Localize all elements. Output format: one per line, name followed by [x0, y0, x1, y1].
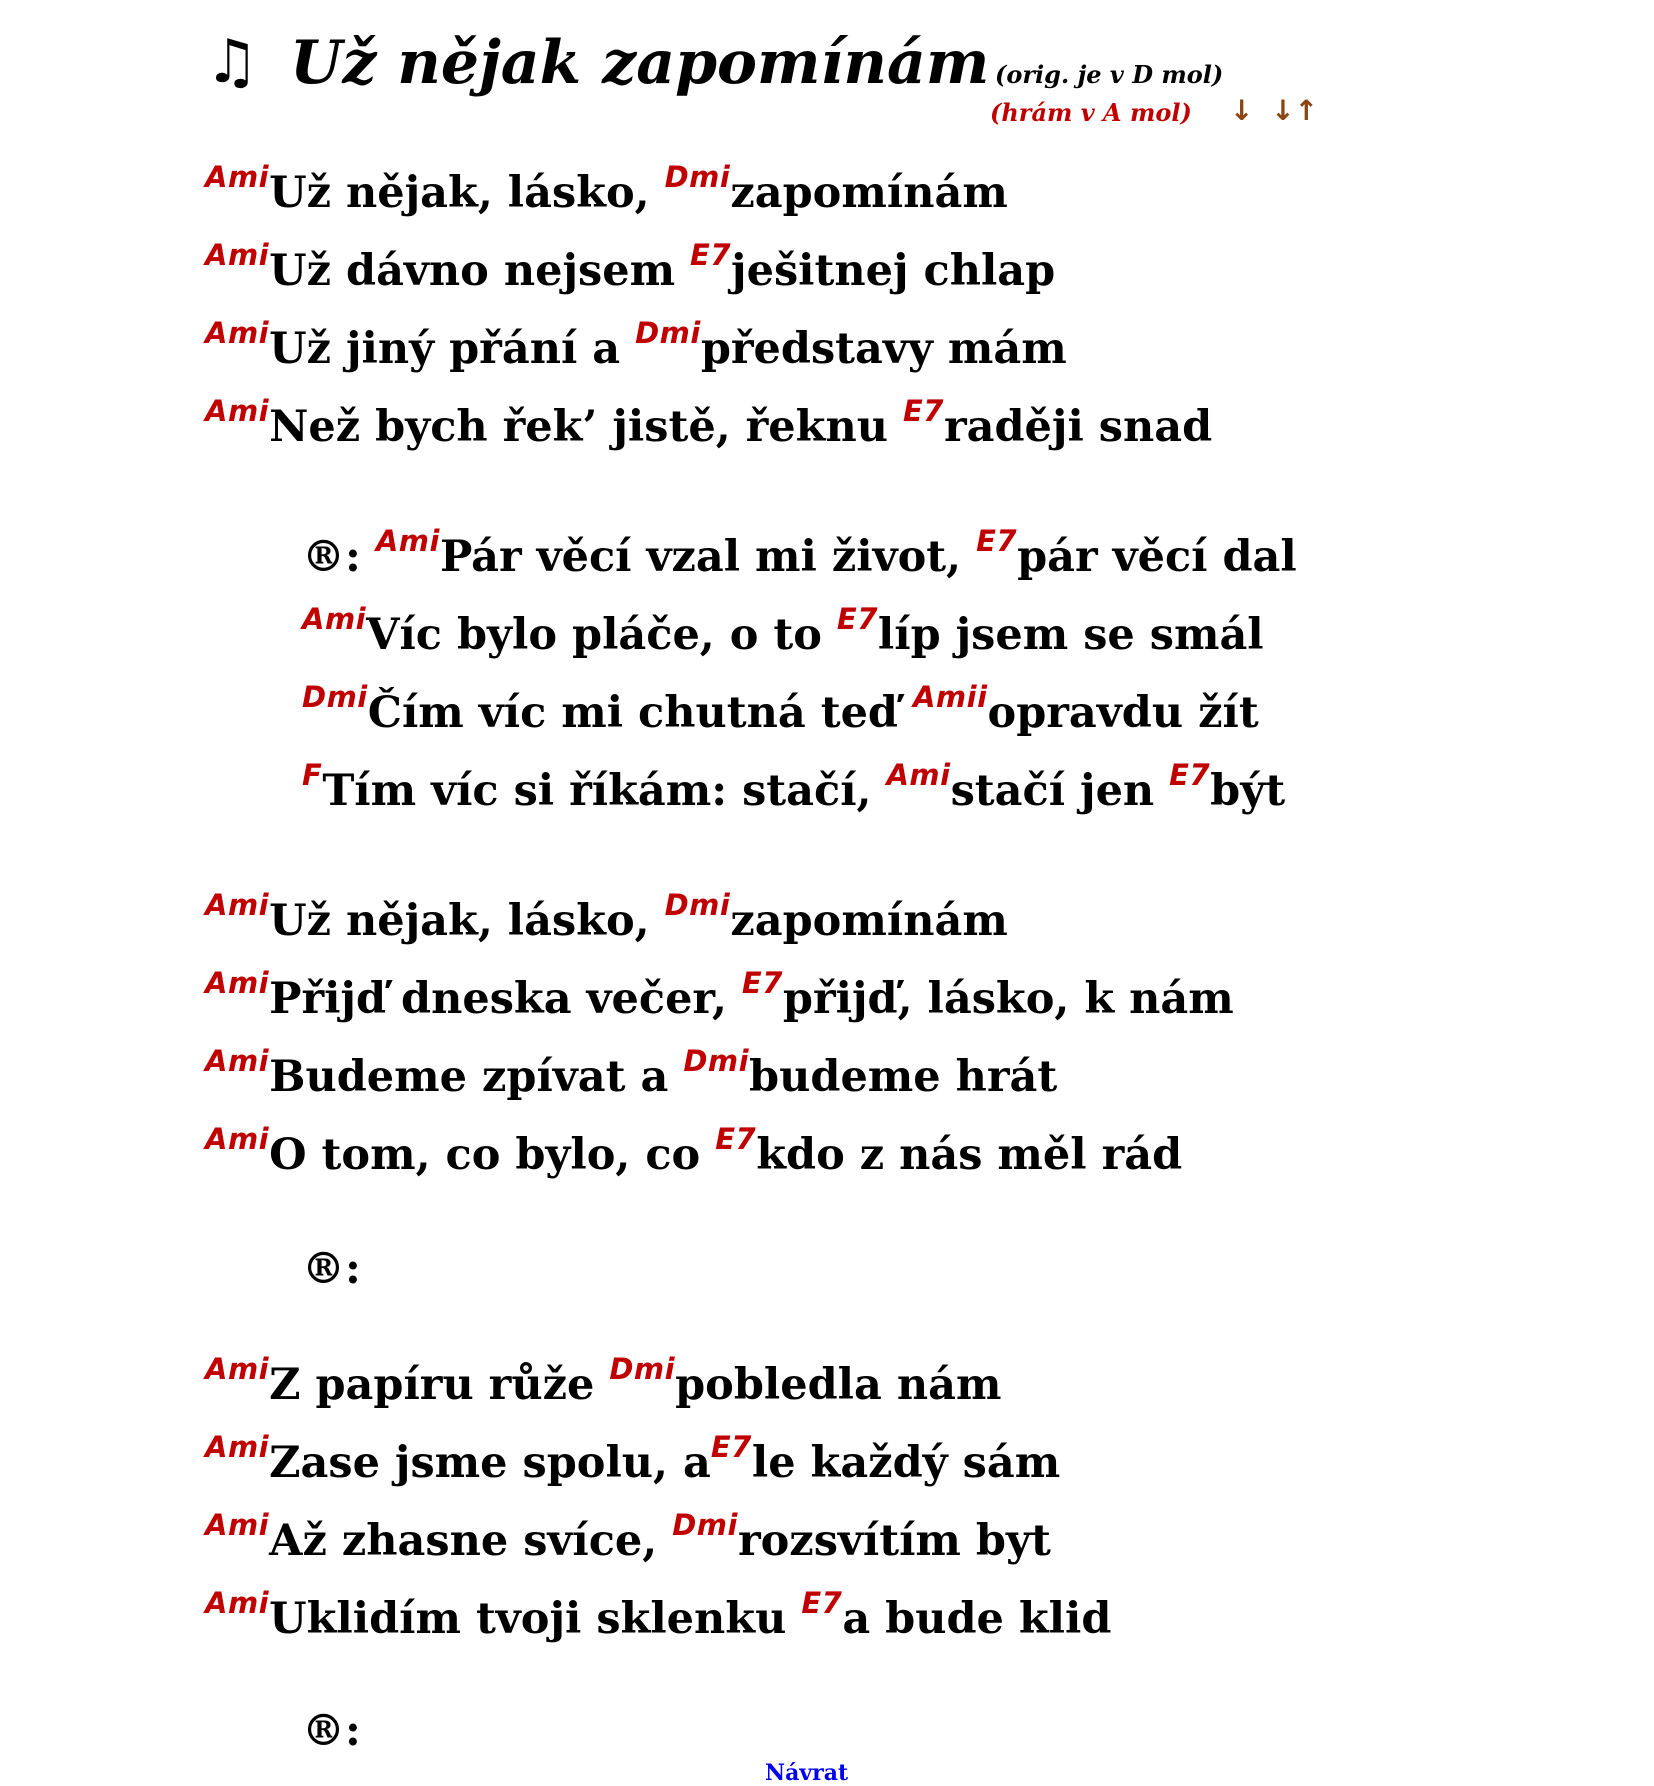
music-note-icon: ♫ [205, 27, 259, 97]
lyric: Víc bylo pláče, o to [366, 610, 837, 660]
chord: Ami [205, 394, 270, 428]
original-key: (orig. je v D mol) [995, 60, 1224, 89]
chord: Ami [205, 1352, 270, 1386]
verse1-line-1 [205, 160, 1008, 222]
chord: Ami [886, 758, 951, 792]
chord: E7 [741, 966, 783, 1000]
chorus-line-2 [302, 602, 1264, 664]
lyric: Čím víc mi chutná teď [367, 688, 913, 738]
lyric: a bude klid [842, 1594, 1112, 1644]
lyric: Přijď dneska večer, [269, 974, 742, 1024]
chord: Ami [205, 1430, 270, 1464]
chord: E7 [715, 1122, 757, 1156]
lyric: zapomínám [730, 896, 1008, 946]
lyric: stačí jen [950, 766, 1170, 816]
chord: E7 [902, 394, 944, 428]
verse2-line-1 [205, 888, 1008, 950]
chord: Amii [912, 680, 988, 714]
lyric: pobledla nám [675, 1360, 1002, 1410]
chord: Dmi [683, 1044, 750, 1078]
transpose-controls [1230, 94, 1326, 127]
chord: Dmi [302, 680, 368, 714]
refrain-marker-2 [302, 1244, 361, 1294]
chord: E7 [801, 1586, 843, 1620]
transpose-reset-icon[interactable]: ↓↑ [1271, 94, 1319, 127]
lyric: opravdu žít [987, 688, 1259, 738]
lyric: Zase jsme spolu, a [269, 1438, 711, 1488]
chorus-line-3 [302, 680, 1259, 742]
verse1-line-4 [205, 394, 1213, 456]
chord: E7 [976, 524, 1018, 558]
lyric: Pár věcí vzal mi život, [439, 532, 977, 582]
verse3-line-4 [205, 1586, 1112, 1648]
lyric: Budeme zpívat a [269, 1052, 684, 1102]
chord: Dmi [672, 1508, 738, 1542]
lyric: le každý sám [751, 1438, 1061, 1488]
lyric: Tím víc si říkám: stačí, [322, 766, 887, 816]
refrain-marker-3 [302, 1706, 361, 1756]
lyric: kdo z nás měl rád [756, 1130, 1183, 1180]
chord: F [302, 758, 323, 792]
lyric: líp jsem se smál [877, 610, 1264, 660]
chord: Ami [205, 1122, 270, 1156]
playing-key: (hrám v A mol) [990, 98, 1192, 127]
chord: Dmi [664, 888, 731, 922]
chord: Ami [205, 316, 270, 350]
verse2-line-3 [205, 1044, 1058, 1106]
chord: Ami [205, 966, 270, 1000]
verse1-line-3 [205, 316, 1067, 378]
lyric: Už nějak, lásko, [269, 168, 665, 218]
refrain-marker: ®: [302, 532, 361, 582]
lyric: Uklidím tvoji sklenku [269, 1594, 802, 1644]
chord: Ami [205, 888, 270, 922]
chord: Ami [375, 524, 440, 558]
lyric: Z papíru růže [269, 1360, 610, 1410]
chord: E7 [836, 602, 878, 636]
lyric: rozsvítím byt [737, 1516, 1051, 1566]
chord: Dmi [635, 316, 701, 350]
verse3-line-1 [205, 1352, 1002, 1414]
chord: Ami [205, 1508, 270, 1542]
lyric: Už dávno nejsem [269, 246, 691, 296]
chord: Ami [205, 238, 270, 272]
lyric: O tom, co bylo, co [269, 1130, 716, 1180]
lyric: představy mám [700, 324, 1067, 374]
chord: Ami [302, 602, 367, 636]
lyric: pár věcí dal [1017, 532, 1297, 582]
lyric: raději snad [943, 402, 1213, 452]
lyric: Už jiný přání a [269, 324, 636, 374]
chorus-line-4 [302, 758, 1286, 820]
lyric: Než bych řek’ jistě, řeknu [269, 402, 903, 452]
song-title: Už nějak zapomínám [290, 28, 990, 98]
verse3-line-2 [205, 1430, 1061, 1492]
lyric: přijď, lásko, k nám [782, 974, 1234, 1024]
lyric: Až zhasne svíce, [269, 1516, 673, 1566]
lyric: ješitnej chlap [731, 246, 1056, 296]
chord: E7 [710, 1430, 752, 1464]
chord: E7 [1169, 758, 1211, 792]
back-link[interactable]: Návrat [765, 1760, 849, 1786]
chord: Ami [205, 1586, 270, 1620]
lyric: být [1210, 766, 1286, 816]
chorus-line-1 [302, 524, 1297, 586]
lyric: budeme hrát [749, 1052, 1058, 1102]
chord: E7 [690, 238, 732, 272]
verse2-line-2 [205, 966, 1234, 1028]
chord: Ami [205, 160, 270, 194]
chord: Dmi [609, 1352, 676, 1386]
refrain-marker: ®: [302, 1706, 361, 1756]
transpose-down-icon[interactable]: ↓ [1230, 94, 1254, 127]
lyric: Už nějak, lásko, [269, 896, 665, 946]
chord: Ami [205, 1044, 270, 1078]
refrain-marker: ®: [302, 1244, 361, 1294]
lyric: zapomínám [730, 168, 1008, 218]
chord: Dmi [664, 160, 731, 194]
verse3-line-3 [205, 1508, 1051, 1570]
verse2-line-4 [205, 1122, 1183, 1184]
verse1-line-2 [205, 238, 1056, 300]
